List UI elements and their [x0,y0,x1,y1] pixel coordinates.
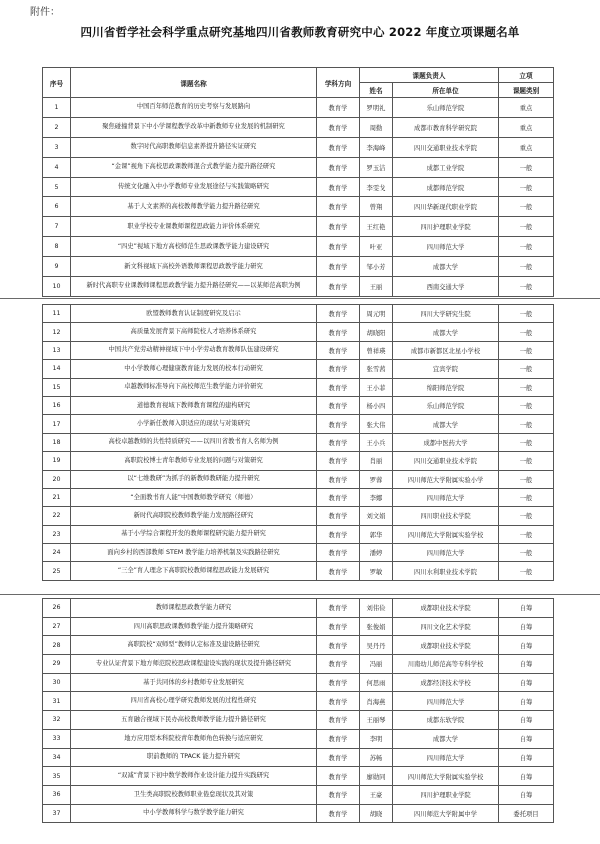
cell-title: 地方应用型本科院校青年教师角色转换与适应研究 [71,729,317,748]
cell-title: 面向乡村的西部教师 STEM 教学能力培养机制及实践路径研究 [71,544,317,562]
table-row [43,415,554,433]
cell-category: 一般 [499,197,554,217]
cell-unit: 成都市新都区北星小学校 [393,341,499,359]
cell-title: 卫生类高职院校教师职业倦怠现状及其对策 [71,785,317,804]
cell-no: 1 [43,98,71,118]
cell-leader-name: 罗敏 [360,562,393,580]
cell-field: 教育学 [317,470,360,488]
cell-leader-name: 叶亚 [360,237,393,257]
cell-unit: 四川师范大学附属实验学校 [393,767,499,786]
cell-title: 新时代高职院校教师教学能力发展路径研究 [71,507,317,525]
cell-title: 欧盟教师教育认证制度研究及启示 [71,305,317,323]
cell-leader-name: 曾祥瑛 [360,341,393,359]
cell-no: 2 [43,117,71,137]
cell-category: 自筹 [499,785,554,804]
cell-title: 聚焦碰撞背景下中小学课程教学改革中新教师专业发展的机制研究 [71,117,317,137]
cell-leader-name: 周勤 [360,117,393,137]
cell-field: 教育学 [317,177,360,197]
cell-title: 专业认证背景下地方师范院校思政课程建设实践的现状及提升路径研究 [71,655,317,674]
table-row [43,323,554,341]
cell-field: 教育学 [317,767,360,786]
table-row [43,433,554,451]
cell-no: 15 [43,378,71,396]
cell-no: 33 [43,729,71,748]
header-category-top: 立项 [499,68,554,83]
cell-leader-name: 张俊娟 [360,617,393,636]
cell-title: 高职院校博士青年教师专业发展的问题与对策研究 [71,452,317,470]
cell-no: 23 [43,525,71,543]
cell-unit: 成都工业学院 [393,157,499,177]
table-row [43,711,554,730]
cell-leader-name: 周元明 [360,305,393,323]
page-break-line [0,298,600,299]
table-row [43,341,554,359]
cell-field: 教育学 [317,98,360,118]
cell-leader-name: 张大伟 [360,415,393,433]
cell-title: 四川省高校心理学研究教师发展的过程性研究 [71,692,317,711]
cell-title: 传统文化融入中小学教师专业发展途径与实践策略研究 [71,177,317,197]
header-name: 姓名 [360,83,393,98]
table-body-page-3 [43,599,554,823]
cell-title: 基于共同体的乡村教师专业发展研究 [71,673,317,692]
cell-unit: 四川文化艺术学院 [393,617,499,636]
cell-category: 一般 [499,507,554,525]
cell-title: 卓越教师标准导向下高校师范生教学能力评价研究 [71,378,317,396]
cell-category: 重点 [499,117,554,137]
cell-unit: 乐山师范学院 [393,98,499,118]
table-body-page-2 [43,305,554,581]
cell-unit: 西南交通大学 [393,277,499,297]
cell-no: 24 [43,544,71,562]
cell-unit: 四川师范大学 [393,544,499,562]
cell-leader-name: 李娜 [360,488,393,506]
cell-category: 一般 [499,305,554,323]
cell-category: 重点 [499,137,554,157]
cell-field: 教育学 [317,748,360,767]
cell-no: 7 [43,217,71,237]
cell-leader-name: 邹小芳 [360,257,393,277]
table-row [43,525,554,543]
cell-no: 10 [43,277,71,297]
cell-field: 教育学 [317,396,360,414]
cell-no: 13 [43,341,71,359]
cell-no: 9 [43,257,71,277]
cell-category: 一般 [499,157,554,177]
cell-no: 16 [43,396,71,414]
table-row [43,785,554,804]
cell-no: 34 [43,748,71,767]
cell-category: 自筹 [499,767,554,786]
cell-unit: 成都经济技术学校 [393,673,499,692]
cell-unit: 四川护理职业学院 [393,217,499,237]
table-row [43,177,554,197]
cell-title: 中国共产党劳动精神视域下中小学劳动教育教师队伍建设研究 [71,341,317,359]
cell-leader-name: 廖勋同 [360,767,393,786]
cell-field: 教育学 [317,305,360,323]
table-row [43,673,554,692]
cell-leader-name: 王小兵 [360,433,393,451]
table-row [43,360,554,378]
cell-unit: 四川水利职业技术学院 [393,562,499,580]
cell-title: “全面教书育人能”中国教师教学研究（师德） [71,488,317,506]
cell-title: 高校卓越教师的共性特质研究——以四川省教书育人名师为例 [71,433,317,451]
cell-field: 教育学 [317,323,360,341]
cell-leader-name: 张雪茜 [360,360,393,378]
cell-unit: 四川交通职业技术学院 [393,452,499,470]
project-table-page-2 [42,304,554,581]
cell-field: 教育学 [317,711,360,730]
cell-category: 自筹 [499,655,554,674]
table-row [43,488,554,506]
cell-leader-name: 罗明礼 [360,98,393,118]
cell-title: 职前教师的 TPACK 能力提升研究 [71,748,317,767]
project-table-page-3 [42,598,554,823]
cell-unit: 成都职业技术学院 [393,636,499,655]
cell-no: 27 [43,617,71,636]
cell-no: 22 [43,507,71,525]
cell-title: “三全”育人理念下高职院校教师课程思政能力发展研究 [71,562,317,580]
cell-title: 教师课程思政教学能力研究 [71,599,317,618]
cell-title: 中小学教师心理健康教育能力发展的校本行动研究 [71,360,317,378]
table-row [43,748,554,767]
cell-category: 自筹 [499,729,554,748]
cell-field: 教育学 [317,137,360,157]
cell-no: 14 [43,360,71,378]
cell-unit: 四川师范大学附属实验小学 [393,470,499,488]
cell-category: 一般 [499,525,554,543]
cell-unit: 乐山师范学院 [393,396,499,414]
cell-category: 一般 [499,177,554,197]
cell-field: 教育学 [317,507,360,525]
cell-field: 教育学 [317,617,360,636]
cell-unit: 川南幼儿师范高等专科学校 [393,655,499,674]
cell-no: 6 [43,197,71,217]
cell-category: 自筹 [499,636,554,655]
cell-leader-name: 郭华 [360,525,393,543]
cell-leader-name: 罗玉洁 [360,157,393,177]
cell-no: 17 [43,415,71,433]
cell-title: 道德教育视域下教师教育课程的建构研究 [71,396,317,414]
cell-unit: 四川师范大学 [393,748,499,767]
cell-unit: 四川师范大学附属实验学校 [393,525,499,543]
cell-unit: 成都中医药大学 [393,433,499,451]
cell-field: 教育学 [317,692,360,711]
table-row [43,470,554,488]
table-row [43,804,554,823]
table-row [43,197,554,217]
cell-unit: 四川职业技术学院 [393,507,499,525]
cell-leader-name: 王豪 [360,785,393,804]
cell-category: 一般 [499,562,554,580]
table-row [43,217,554,237]
cell-category: 一般 [499,257,554,277]
cell-category: 一般 [499,452,554,470]
cell-title: 新时代高职专业课教师课程思政教学能力提升路径研究——以某师范高职为例 [71,277,317,297]
cell-unit: 四川师范大学 [393,237,499,257]
header-title: 课题名称 [71,68,317,98]
page-break-line [0,594,600,595]
cell-leader-name: 胡晓 [360,804,393,823]
cell-title: “四史”视域下地方高校师范生思政课教学能力建设研究 [71,237,317,257]
cell-title: 职业学校专业课教师课程思政能力评价体系研究 [71,217,317,237]
table-row [43,277,554,297]
cell-field: 教育学 [317,157,360,177]
cell-field: 教育学 [317,562,360,580]
cell-no: 21 [43,488,71,506]
cell-unit: 四川护理职业学院 [393,785,499,804]
table-row [43,562,554,580]
cell-field: 教育学 [317,636,360,655]
cell-field: 教育学 [317,785,360,804]
cell-field: 教育学 [317,488,360,506]
cell-unit: 成都大学 [393,323,499,341]
cell-field: 教育学 [317,378,360,396]
table-row [43,767,554,786]
document-title: 四川省哲学社会科学重点研究基地四川省教师教育研究中心 2022 年度立项课题名单 [80,25,520,39]
cell-category: 一般 [499,433,554,451]
cell-leader-name: 王红艳 [360,217,393,237]
cell-field: 教育学 [317,415,360,433]
cell-category: 自筹 [499,748,554,767]
cell-field: 教育学 [317,217,360,237]
cell-field: 教育学 [317,729,360,748]
cell-unit: 四川华新现代职业学院 [393,197,499,217]
cell-category: 委托项目 [499,804,554,823]
cell-leader-name: 罗蓉 [360,470,393,488]
cell-no: 19 [43,452,71,470]
cell-leader-name: 李明 [360,729,393,748]
cell-field: 教育学 [317,673,360,692]
cell-field: 教育学 [317,525,360,543]
cell-category: 一般 [499,360,554,378]
cell-no: 26 [43,599,71,618]
table-row [43,257,554,277]
cell-no: 37 [43,804,71,823]
cell-category: 自筹 [499,673,554,692]
cell-title: 中小学教师科学与数学教学能力研究 [71,804,317,823]
table-row [43,137,554,157]
cell-category: 重点 [499,98,554,118]
table-row [43,692,554,711]
cell-field: 教育学 [317,257,360,277]
table-row [43,305,554,323]
cell-category: 一般 [499,396,554,414]
cell-title: 基于人文素养的高校教师教学能力提升路径研究 [71,197,317,217]
cell-leader-name: 肖丽 [360,452,393,470]
cell-no: 29 [43,655,71,674]
cell-field: 教育学 [317,277,360,297]
cell-leader-name: 潘婷 [360,544,393,562]
cell-leader-name: 何思雨 [360,673,393,692]
cell-category: 一般 [499,217,554,237]
cell-no: 28 [43,636,71,655]
cell-title: 中国百年师范教育的历史考察与发展路向 [71,98,317,118]
cell-leader-name: 肖海燕 [360,692,393,711]
cell-category: 自筹 [499,599,554,618]
table-row [43,396,554,414]
cell-category: 一般 [499,277,554,297]
attachment-label: 附件： [30,7,60,18]
cell-title: 小学新任教师入职适应的现状与对策研究 [71,415,317,433]
table-row [43,617,554,636]
cell-title: 四川高职思政课教师教学能力提升策略研究 [71,617,317,636]
cell-leader-name: 李海峰 [360,137,393,157]
cell-unit: 成都大学 [393,257,499,277]
cell-unit: 四川师范大学 [393,488,499,506]
cell-title: “金课”视角下高校思政课教师混合式教学能力提升路径研究 [71,157,317,177]
cell-no: 11 [43,305,71,323]
cell-leader-name: 王丽 [360,277,393,297]
table-row [43,237,554,257]
cell-leader-name: 吴丹丹 [360,636,393,655]
cell-leader-name: 苏畅 [360,748,393,767]
cell-unit: 成都东软学院 [393,711,499,730]
cell-category: 自筹 [499,711,554,730]
cell-leader-name: 王丽琴 [360,711,393,730]
cell-category: 一般 [499,415,554,433]
cell-no: 25 [43,562,71,580]
cell-title: 高质量发展背景下高师院校人才培养体系研究 [71,323,317,341]
cell-category: 一般 [499,341,554,359]
cell-leader-name: 曾翔 [360,197,393,217]
cell-no: 30 [43,673,71,692]
table-row [43,157,554,177]
cell-unit: 四川师范大学 [393,692,499,711]
table-row [43,378,554,396]
cell-field: 教育学 [317,452,360,470]
cell-unit: 四川师范大学附属中学 [393,804,499,823]
cell-unit: 绵阳师范学院 [393,378,499,396]
cell-no: 8 [43,237,71,257]
cell-unit: 宜宾学院 [393,360,499,378]
cell-leader-name: 胡晓阳 [360,323,393,341]
cell-no: 36 [43,785,71,804]
cell-category: 一般 [499,237,554,257]
cell-title: 基于小学综合课程开发的教师课程研究能力提升研究 [71,525,317,543]
cell-title: 五育融合视域下民办高校教师教学能力提升路径研究 [71,711,317,730]
cell-unit: 成都大学 [393,415,499,433]
cell-title: 数字时代高职教师信息素养提升路径实证研究 [71,137,317,157]
cell-leader-name: 冯丽 [360,655,393,674]
header-category-bottom: 课题类别 [499,83,554,98]
cell-category: 一般 [499,488,554,506]
table-row [43,655,554,674]
cell-unit: 成都师范学院 [393,177,499,197]
cell-title: 新文科视域下高校外语教师课程思政教学能力研究 [71,257,317,277]
cell-unit: 四川大学研究生院 [393,305,499,323]
cell-title: 以“七维教研”为抓手的新教师教研能力提升研究 [71,470,317,488]
cell-leader-name: 刘伟俭 [360,599,393,618]
cell-field: 教育学 [317,599,360,618]
header-no: 序号 [43,68,71,98]
cell-field: 教育学 [317,804,360,823]
cell-field: 教育学 [317,117,360,137]
table-row [43,98,554,118]
cell-field: 教育学 [317,655,360,674]
cell-field: 教育学 [317,433,360,451]
cell-no: 12 [43,323,71,341]
table-row [43,599,554,618]
cell-category: 一般 [499,378,554,396]
cell-category: 一般 [499,470,554,488]
table-row [43,507,554,525]
table-row [43,544,554,562]
header-leader-group: 课题负责人 [360,68,499,83]
table-row [43,117,554,137]
cell-unit: 四川交通职业技术学院 [393,137,499,157]
cell-leader-name: 杨小四 [360,396,393,414]
project-table-page-1 [42,67,554,297]
cell-title: 高职院校“双师型”教师认定标准及建设路径研究 [71,636,317,655]
cell-no: 32 [43,711,71,730]
cell-leader-name: 刘文娟 [360,507,393,525]
header-unit: 所在单位 [393,83,499,98]
cell-field: 教育学 [317,197,360,217]
cell-no: 18 [43,433,71,451]
cell-title: “双减”背景下初中数学教师作业设计能力提升实践研究 [71,767,317,786]
cell-category: 一般 [499,323,554,341]
header-field: 学科方向 [317,68,360,98]
cell-category: 自筹 [499,617,554,636]
cell-field: 教育学 [317,341,360,359]
table-row [43,729,554,748]
cell-unit: 成都市教育科学研究院 [393,117,499,137]
cell-leader-name: 李雯戈 [360,177,393,197]
cell-no: 31 [43,692,71,711]
cell-leader-name: 王小菲 [360,378,393,396]
cell-no: 4 [43,157,71,177]
cell-category: 一般 [499,544,554,562]
cell-field: 教育学 [317,360,360,378]
cell-field: 教育学 [317,544,360,562]
cell-no: 5 [43,177,71,197]
cell-no: 3 [43,137,71,157]
table-row [43,636,554,655]
cell-unit: 成都职业技术学院 [393,599,499,618]
table-body-page-1 [43,98,554,297]
cell-category: 自筹 [499,692,554,711]
cell-no: 20 [43,470,71,488]
table-row [43,452,554,470]
cell-no: 35 [43,767,71,786]
cell-unit: 成都大学 [393,729,499,748]
cell-field: 教育学 [317,237,360,257]
